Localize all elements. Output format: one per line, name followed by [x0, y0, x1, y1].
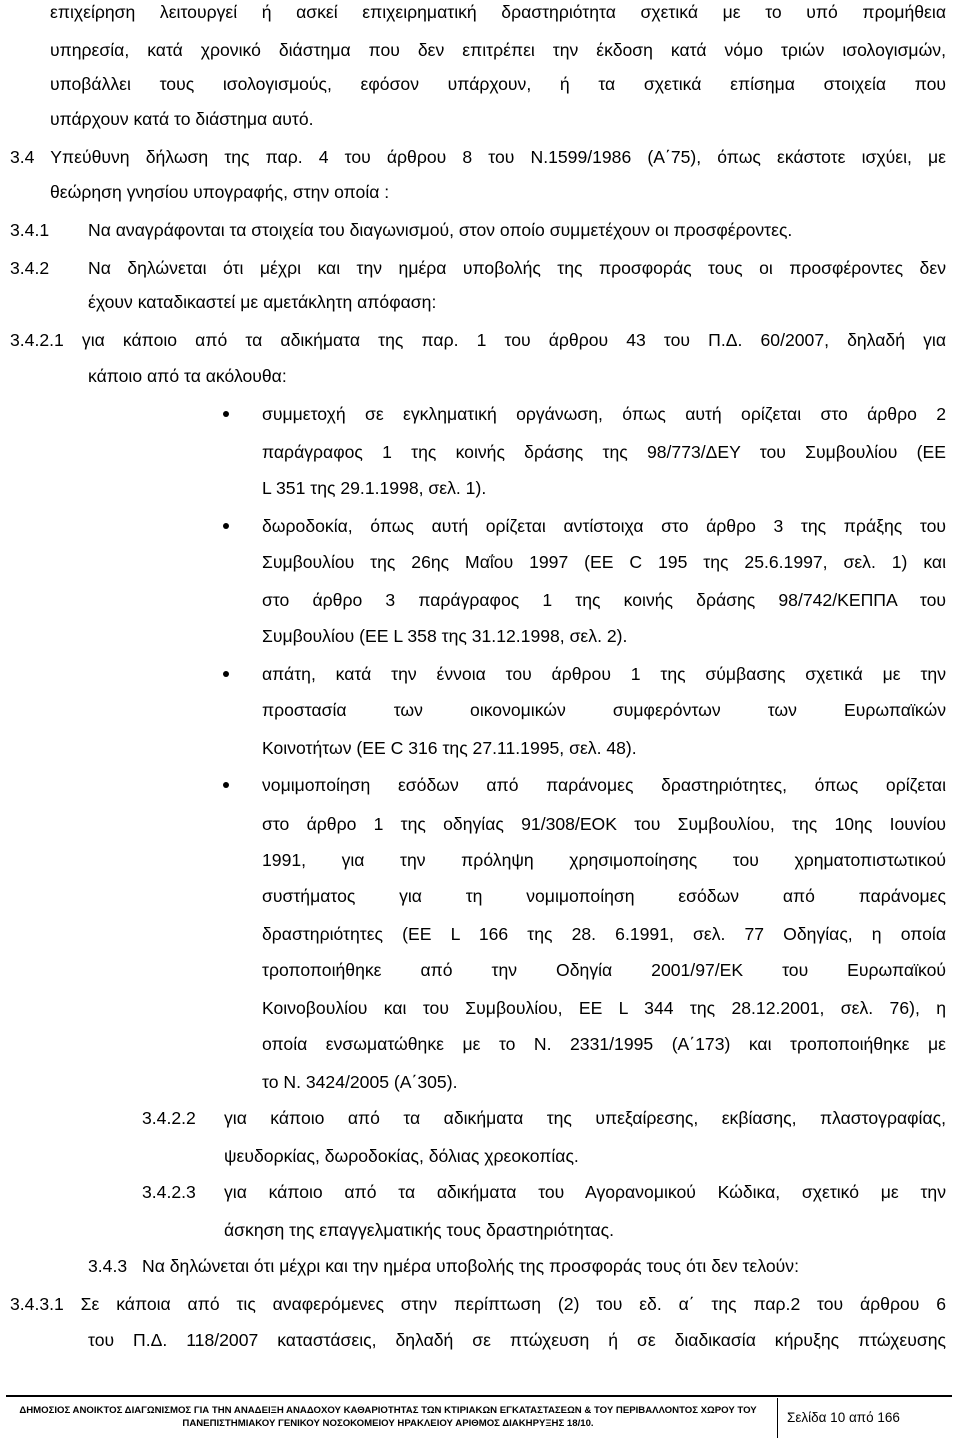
list-item: συστήματος για τη νομιμοποίηση εσόδων από παράνομες [262, 886, 946, 906]
list-item: 1991, για την πρόληψη χρησιμοποίησης του χρηματοπιστωτικού [262, 850, 946, 870]
text-line: του Π.Δ. 118/2007 καταστάσεις, δηλαδή σε πτώχευση ή σε διαδικασία κήρυξης πτώχευσης [88, 1330, 946, 1350]
list-item: L 351 της 29.1.1998, σελ. 1). [262, 478, 487, 498]
text-line: άσκηση της επαγγελματικής τους δραστηριότητας. [224, 1220, 614, 1240]
bullet-icon [223, 523, 229, 529]
list-item: Συμβουλίου της 26ης Μαΐου 1997 (ΕΕ C 195 της 25.6.1997, σελ. 1) και [262, 552, 946, 572]
page-number: Σελίδα 10 από 166 [787, 1410, 900, 1425]
bullet-icon [223, 671, 229, 677]
text-line: 3.4.3.1 Σε κάποια από τις αναφερόμενες στην περίπτωση (2) του εδ. α΄ της παρ.2 του άρθρου 6 [10, 1294, 946, 1314]
list-item: Κοινοτήτων (ΕΕ C 316 της 27.11.1995, σελ. 48). [262, 738, 637, 758]
list-item: δωροδοκία, όπως αυτή ορίζεται αντίστοιχα στο άρθρο 3 της πράξης του [262, 516, 946, 536]
footer-title-line: ΠΑΝΕΠΙΣΤΗΜΙΑΚΟΥ ΓΕΝΙΚΟΥ ΝΟΣΟΚΟΜΕΙΟΥ ΗΡΑΚΛΕΙΟΥ ΑΡΙΘΜΟΣ ΔΙΑΚΗΡΥΞΗΣ 18/10. [182, 1418, 594, 1429]
text-line: για κάποιο από τα αδικήματα του Αγορανομικού Κώδικα, σχετικό με την [224, 1182, 946, 1202]
list-item: προστασία των οικονομικών συμφερόντων των Ευρωπαϊκών [262, 700, 946, 720]
text-line: για κάποιο από τα αδικήματα της υπεξαίρεσης, εκβίασης, πλαστογραφίας, [224, 1108, 946, 1128]
list-item: Συμβουλίου (ΕΕ L 358 της 31.12.1998, σελ. 2). [262, 626, 628, 646]
text-line: θεώρηση γνησίου υπογραφής, στην οποία : [50, 182, 390, 202]
list-item: Κοινοβουλίου και του Συμβουλίου, ΕΕ L 344 της 28.12.2001, σελ. 76), η [262, 998, 946, 1018]
text-line: επιχείρηση λειτουργεί ή ασκεί επιχειρηματική δραστηριότητα σχετικά με το υπό προμήθεια [50, 2, 946, 22]
section-heading: 3.4 Υπεύθυνη δήλωση της παρ. 4 του άρθρου 8 του Ν.1599/1986 (Α΄75), όπως εκάστοτε ισχύει, με [10, 147, 946, 167]
item-number: 3.4.2 [10, 258, 50, 278]
item-number: 3.4.2.2 [142, 1108, 196, 1128]
text-line: υποβάλλει τους ισολογισμούς, εφόσον υπάρχουν, ή τα σχετικά επίσημα στοιχεία που [50, 74, 946, 94]
list-item: τροποποιήθηκε από την Οδηγία 2001/97/ΕΚ του Ευρωπαϊκού [262, 960, 946, 980]
text-line: Να δηλώνεται ότι μέχρι και την ημέρα υποβολής της προσφοράς τους ότι δεν τελούν: [142, 1256, 799, 1276]
footer-title [8, 1404, 768, 1430]
bullet-icon [223, 411, 229, 417]
list-item: στο άρθρο 1 της οδηγίας 91/308/ΕΟΚ του Συμβουλίου, της 10ης Ιουνίου [262, 814, 946, 834]
footer-divider [777, 1398, 778, 1438]
item-number: 3.4.1 [10, 220, 50, 240]
footer-title-line: ΔΗΜΟΣΙΟΣ ΑΝΟΙΚΤΟΣ ΔΙΑΓΩΝΙΣΜΟΣ ΓΙΑ ΤΗΝ ΑΝΑΔΕΙΞΗ ΑΝΑΔΟΧΟΥ ΚΑΘΑΡΙΟΤΗΤΑΣ ΤΩΝ ΚΤΙΡΙΑΚΩΝ ΕΓΚΑΤΑΣΤΑΣΕΩΝ & ΤΟΥ ΠΕΡΙΒΑΛΛΟΝΤΟΣ ΧΩΡΟΥ ΤΟΥ [19, 1405, 757, 1416]
list-item: παράγραφος 1 της κοινής δράσης της 98/773/ΔΕΥ του Συμβουλίου (ΕΕ [262, 442, 946, 462]
list-item: στο άρθρο 3 παράγραφος 1 της κοινής δράσης 98/742/ΚΕΠΠΑ του [262, 590, 946, 610]
text-line: υπάρχουν κατά το διάστημα αυτό. [50, 109, 314, 129]
text-line: υπηρεσία, κατά χρονικό διάστημα που δεν επιτρέπει την έκδοση κατά νόμο τριών ισολογισμών, [50, 40, 946, 60]
text-line: 3.4.2.1 για κάποιο από τα αδικήματα της παρ. 1 του άρθρου 43 του Π.Δ. 60/2007, δηλαδή για [10, 330, 946, 350]
text-line: Να αναγράφονται τα στοιχεία του διαγωνισμού, στον οποίο συμμετέχουν οι προσφέροντες. [88, 220, 793, 240]
text-line: κάποιο από τα ακόλουθα: [88, 366, 287, 386]
text-line: Να δηλώνεται ότι μέχρι και την ημέρα υποβολής της προσφοράς τους οι προσφέροντες δεν [88, 258, 946, 278]
text-line: έχουν καταδικαστεί με αμετάκλητη απόφαση: [88, 292, 437, 312]
list-item: οποία ενσωματώθηκε με το Ν. 2331/1995 (Α΄173) και τροποποιήθηκε με [262, 1034, 946, 1054]
list-item: συμμετοχή σε εγκληματική οργάνωση, όπως αυτή ορίζεται στο άρθρο 2 [262, 404, 946, 424]
list-item: δραστηριότητες (ΕΕ L 166 της 28. 6.1991, σελ. 77 Οδηγίας, η οποία [262, 924, 946, 944]
list-item: το Ν. 3424/2005 (Α΄305). [262, 1072, 458, 1092]
list-item: απάτη, κατά την έννοια του άρθρου 1 της σύμβασης σχετικά με την [262, 664, 946, 684]
list-item: νομιμοποίηση εσόδων από παράνομες δραστηριότητες, όπως ορίζεται [262, 775, 946, 795]
footer-rule [6, 1395, 952, 1397]
item-number: 3.4.2.3 [142, 1182, 196, 1202]
bullet-icon [223, 782, 229, 788]
text-line: ψευδορκίας, δωροδοκίας, δόλιας χρεοκοπίας. [224, 1146, 579, 1166]
item-number: 3.4.3 [88, 1256, 128, 1276]
